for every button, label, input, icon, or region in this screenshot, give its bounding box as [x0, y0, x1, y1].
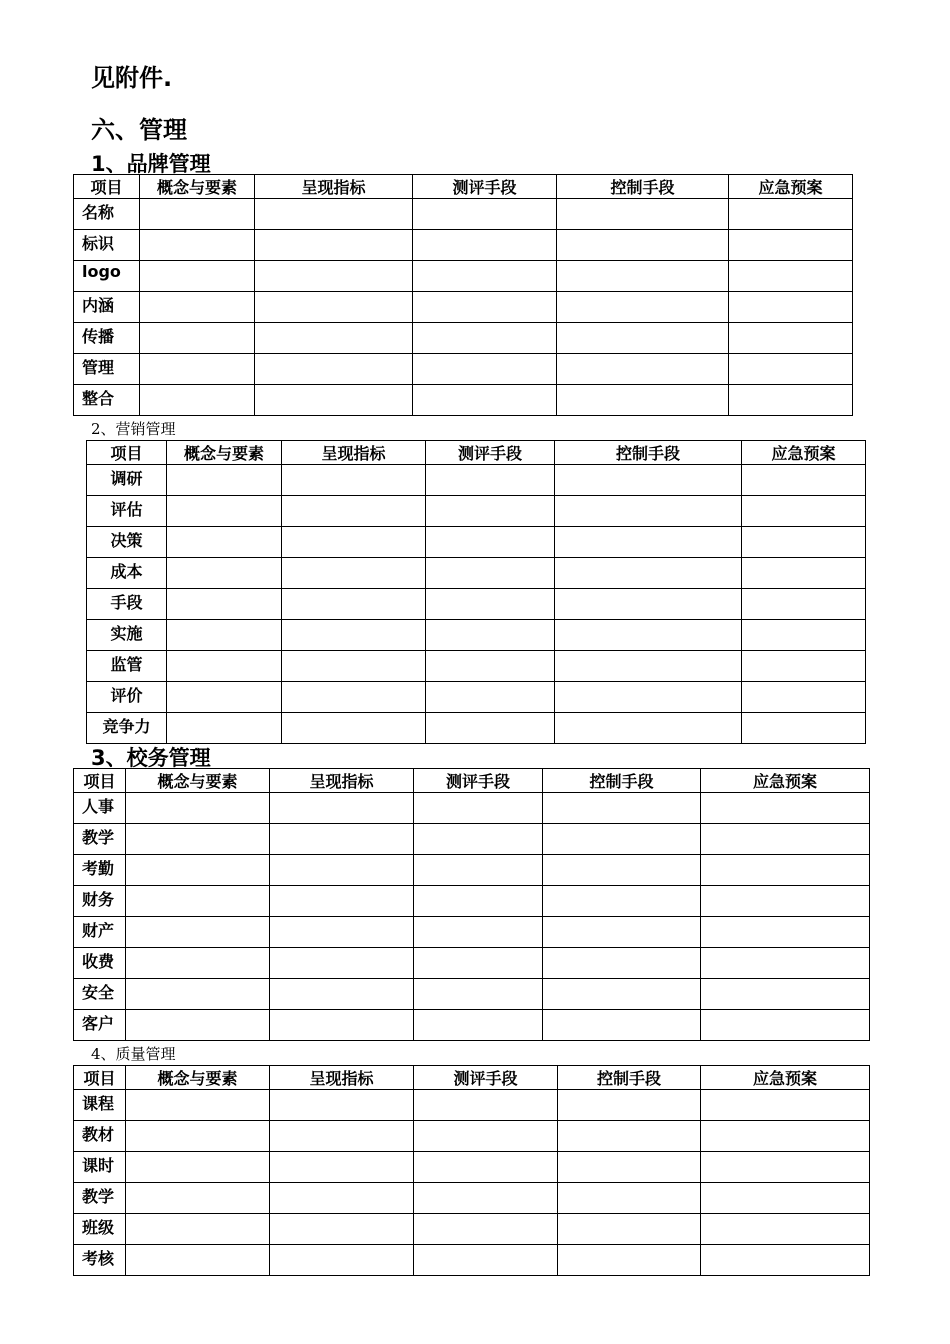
table-row [74, 199, 853, 230]
table-cell [543, 886, 701, 917]
table-row [74, 354, 853, 385]
table-row [74, 261, 853, 292]
column-header: 呈现指标 [270, 769, 414, 793]
table-cell [126, 1090, 270, 1121]
table-row [74, 886, 870, 917]
table-quality-management [73, 1065, 870, 1276]
table-cell [126, 824, 270, 855]
column-header: 测评手段 [414, 1066, 558, 1090]
table-row [87, 589, 866, 620]
table-cell [543, 917, 701, 948]
row-label: 课时 [74, 1152, 126, 1183]
table-cell [557, 261, 729, 292]
table-cell [742, 651, 866, 682]
column-header: 控制手段 [558, 1066, 701, 1090]
table-cell [729, 261, 853, 292]
table-cell [701, 793, 870, 824]
column-header: 项目 [74, 175, 140, 199]
table-cell [167, 589, 282, 620]
section-heading-management: 六、管理 [91, 116, 187, 144]
column-header: 概念与要素 [126, 769, 270, 793]
table-cell [701, 1214, 870, 1245]
row-label: 安全 [74, 979, 126, 1010]
table-cell [282, 465, 426, 496]
row-label: 评价 [87, 682, 167, 713]
table-cell [729, 230, 853, 261]
table-cell [729, 385, 853, 416]
table-cell [270, 824, 414, 855]
table-cell [742, 620, 866, 651]
table-cell [555, 651, 742, 682]
table-cell [557, 385, 729, 416]
table-cell [426, 558, 555, 589]
table-cell [270, 793, 414, 824]
table-cell [126, 948, 270, 979]
table-cell [126, 1245, 270, 1276]
table-cell [414, 1183, 558, 1214]
table-cell [555, 558, 742, 589]
table-row [74, 230, 853, 261]
row-label: 考核 [74, 1245, 126, 1276]
table-cell [414, 1090, 558, 1121]
table-row [87, 713, 866, 744]
table-cell [255, 323, 413, 354]
column-header: 测评手段 [413, 175, 557, 199]
table-cell [555, 589, 742, 620]
table-cell [140, 261, 255, 292]
table-row [74, 979, 870, 1010]
table-row [74, 1090, 870, 1121]
row-label: 教材 [74, 1121, 126, 1152]
row-label: 教学 [74, 824, 126, 855]
row-label: 整合 [74, 385, 140, 416]
table-header-row [74, 1066, 870, 1090]
heading-brand-management: 1、品牌管理 [91, 152, 211, 176]
column-header: 应急预案 [742, 441, 866, 465]
table-cell [555, 527, 742, 558]
row-label: 教学 [74, 1183, 126, 1214]
table-cell [270, 1010, 414, 1041]
table-cell [555, 620, 742, 651]
table-cell [701, 1090, 870, 1121]
column-header: 概念与要素 [126, 1066, 270, 1090]
table-cell [555, 496, 742, 527]
table-cell [270, 979, 414, 1010]
table-cell [126, 1183, 270, 1214]
table-cell [414, 1010, 543, 1041]
row-label: 传播 [74, 323, 140, 354]
column-header: 应急预案 [729, 175, 853, 199]
table-cell [414, 948, 543, 979]
heading-school-management: 3、校务管理 [91, 746, 211, 770]
table-cell [426, 589, 555, 620]
table-cell [270, 1090, 414, 1121]
table-cell [414, 824, 543, 855]
table-cell [414, 855, 543, 886]
table-brand-management [73, 174, 853, 416]
table-cell [701, 1183, 870, 1214]
table-cell [255, 292, 413, 323]
table-row [74, 948, 870, 979]
table-cell [543, 979, 701, 1010]
table-cell [701, 1152, 870, 1183]
table-cell [167, 713, 282, 744]
table-cell [557, 354, 729, 385]
table-cell [414, 1121, 558, 1152]
table-header-row [74, 175, 853, 199]
table-cell [255, 230, 413, 261]
table-cell [270, 1152, 414, 1183]
column-header: 概念与要素 [140, 175, 255, 199]
table-cell [413, 230, 557, 261]
table-cell [555, 682, 742, 713]
table-cell [742, 682, 866, 713]
table-cell [426, 465, 555, 496]
column-header: 呈现指标 [282, 441, 426, 465]
row-label: 课程 [74, 1090, 126, 1121]
column-header: 控制手段 [543, 769, 701, 793]
row-label: 收费 [74, 948, 126, 979]
table-row [87, 496, 866, 527]
table-cell [126, 793, 270, 824]
table-cell [282, 527, 426, 558]
column-header: 测评手段 [414, 769, 543, 793]
table-cell [413, 323, 557, 354]
table-cell [701, 855, 870, 886]
table-cell [426, 527, 555, 558]
table-row [87, 465, 866, 496]
table-cell [126, 979, 270, 1010]
table-cell [729, 354, 853, 385]
table-cell [558, 1214, 701, 1245]
table-row [74, 1152, 870, 1183]
table-cell [729, 199, 853, 230]
row-label: 内涵 [74, 292, 140, 323]
table-cell [729, 323, 853, 354]
column-header: 测评手段 [426, 441, 555, 465]
table-cell [543, 1010, 701, 1041]
table-cell [414, 1245, 558, 1276]
table-cell [270, 948, 414, 979]
table-cell [414, 1152, 558, 1183]
table-cell [742, 527, 866, 558]
table-cell [426, 620, 555, 651]
column-header: 概念与要素 [167, 441, 282, 465]
table-cell [270, 1214, 414, 1245]
table-cell [426, 713, 555, 744]
table-row [74, 793, 870, 824]
column-header: 呈现指标 [270, 1066, 414, 1090]
table-cell [140, 385, 255, 416]
table-cell [167, 527, 282, 558]
table-cell [426, 496, 555, 527]
table-row [74, 385, 853, 416]
table-cell [555, 465, 742, 496]
table-cell [126, 1121, 270, 1152]
table-cell [126, 1214, 270, 1245]
table-cell [414, 886, 543, 917]
table-cell [557, 323, 729, 354]
table-row [74, 917, 870, 948]
table-cell [701, 886, 870, 917]
heading-marketing-management: 2、营销管理 [91, 420, 176, 438]
table-row [74, 1010, 870, 1041]
table-cell [413, 199, 557, 230]
table-cell [558, 1152, 701, 1183]
table-cell [558, 1090, 701, 1121]
table-row [74, 292, 853, 323]
table-cell [701, 1245, 870, 1276]
table-cell [557, 230, 729, 261]
table-cell [255, 261, 413, 292]
row-label: 名称 [74, 199, 140, 230]
table-row [74, 1245, 870, 1276]
table-cell [167, 651, 282, 682]
heading-quality-management: 4、质量管理 [91, 1045, 176, 1063]
row-label: 财产 [74, 917, 126, 948]
row-label: 实施 [87, 620, 167, 651]
table-cell [270, 917, 414, 948]
table-cell [282, 651, 426, 682]
table-cell [282, 682, 426, 713]
table-cell [282, 620, 426, 651]
table-cell [543, 824, 701, 855]
row-label: 人事 [74, 793, 126, 824]
table-cell [413, 292, 557, 323]
table-cell [701, 948, 870, 979]
table-row [74, 1183, 870, 1214]
table-cell [742, 496, 866, 527]
table-cell [167, 682, 282, 713]
table-cell [742, 465, 866, 496]
row-label: 手段 [87, 589, 167, 620]
table-cell [126, 886, 270, 917]
table-cell [270, 1121, 414, 1152]
table-cell [126, 1010, 270, 1041]
table-row [74, 323, 853, 354]
table-cell [701, 1121, 870, 1152]
table-cell [126, 1152, 270, 1183]
table-cell [126, 855, 270, 886]
table-cell [413, 354, 557, 385]
table-cell [167, 620, 282, 651]
table-cell [742, 589, 866, 620]
table-cell [558, 1183, 701, 1214]
table-cell [140, 199, 255, 230]
table-cell [140, 292, 255, 323]
table-cell [555, 713, 742, 744]
row-label: 班级 [74, 1214, 126, 1245]
table-cell [255, 385, 413, 416]
table-row [74, 1214, 870, 1245]
table-cell [140, 354, 255, 385]
table-row [74, 1121, 870, 1152]
table-cell [167, 496, 282, 527]
table-cell [126, 917, 270, 948]
attachment-note: 见附件. [91, 64, 173, 92]
column-header: 呈现指标 [255, 175, 413, 199]
table-cell [701, 917, 870, 948]
row-label: 竞争力 [87, 713, 167, 744]
column-header: 项目 [74, 769, 126, 793]
row-label: 管理 [74, 354, 140, 385]
table-cell [557, 199, 729, 230]
row-label: logo [74, 261, 140, 292]
table-cell [742, 713, 866, 744]
table-cell [282, 558, 426, 589]
table-cell [140, 230, 255, 261]
table-cell [282, 713, 426, 744]
table-cell [270, 886, 414, 917]
table-cell [270, 1183, 414, 1214]
table-row [74, 855, 870, 886]
table-cell [140, 323, 255, 354]
column-header: 控制手段 [555, 441, 742, 465]
table-cell [701, 1010, 870, 1041]
column-header: 项目 [87, 441, 167, 465]
row-label: 决策 [87, 527, 167, 558]
table-cell [426, 682, 555, 713]
table-cell [701, 824, 870, 855]
table-cell [426, 651, 555, 682]
table-cell [270, 1245, 414, 1276]
table-row [87, 558, 866, 589]
row-label: 监管 [87, 651, 167, 682]
row-label: 调研 [87, 465, 167, 496]
column-header: 控制手段 [557, 175, 729, 199]
row-label: 标识 [74, 230, 140, 261]
table-marketing-management [86, 440, 866, 744]
row-label: 财务 [74, 886, 126, 917]
table-cell [414, 793, 543, 824]
table-header-row [74, 769, 870, 793]
row-label: 客户 [74, 1010, 126, 1041]
table-row [87, 527, 866, 558]
table-cell [167, 558, 282, 589]
table-cell [742, 558, 866, 589]
column-header: 应急预案 [701, 769, 870, 793]
table-cell [558, 1121, 701, 1152]
table-cell [543, 948, 701, 979]
table-cell [282, 496, 426, 527]
table-cell [557, 292, 729, 323]
table-cell [282, 589, 426, 620]
table-cell [729, 292, 853, 323]
table-cell [414, 917, 543, 948]
table-cell [543, 855, 701, 886]
table-cell [414, 1214, 558, 1245]
column-header: 项目 [74, 1066, 126, 1090]
table-cell [558, 1245, 701, 1276]
table-cell [701, 979, 870, 1010]
column-header: 应急预案 [701, 1066, 870, 1090]
table-cell [543, 793, 701, 824]
table-row [87, 651, 866, 682]
table-cell [414, 979, 543, 1010]
table-cell [413, 385, 557, 416]
table-cell [167, 465, 282, 496]
table-row [87, 682, 866, 713]
table-school-management [73, 768, 870, 1041]
table-cell [255, 354, 413, 385]
table-cell [270, 855, 414, 886]
table-header-row [87, 441, 866, 465]
table-cell [255, 199, 413, 230]
table-row [87, 620, 866, 651]
row-label: 考勤 [74, 855, 126, 886]
row-label: 评估 [87, 496, 167, 527]
table-cell [413, 261, 557, 292]
row-label: 成本 [87, 558, 167, 589]
table-row [74, 824, 870, 855]
